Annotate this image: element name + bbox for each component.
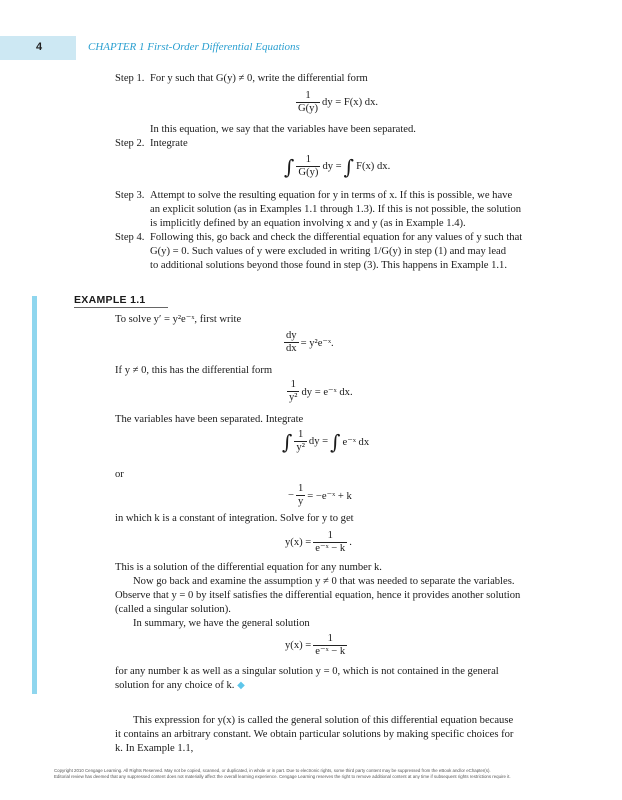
step2-equation (284, 154, 390, 179)
end-of-example-diamond-icon: ◆ (237, 680, 245, 691)
fraction-denominator: dx (286, 343, 297, 354)
example-eq3 (282, 429, 369, 454)
fraction-denominator: G(y) (298, 103, 319, 114)
step1-fraction (296, 90, 320, 115)
fraction-denominator: y (297, 496, 304, 507)
fraction-numerator: 1 (290, 379, 296, 390)
example-if-text: If y ≠ 0, this has the differential form (115, 365, 273, 376)
step1-equation (296, 90, 378, 115)
step3-line3: is implicitly defined by an equation involving x and y (as in Example 1.4). (150, 218, 466, 229)
example-eq1 (284, 330, 334, 355)
fraction-denominator: e⁻ˣ − k (315, 543, 346, 554)
step4-line1: Following this, go back and check the differential equation for any values of y such that (150, 232, 523, 243)
closing-line2: it contains an arbitrary constant. We obtain particular solutions by making specific choices for (115, 729, 514, 740)
equation-lhs: y(x) = (285, 537, 312, 548)
equation-rhs: dy = F(x) dx. (322, 97, 379, 108)
example-eq4 (288, 483, 352, 508)
example-heading-rule (74, 307, 168, 308)
example-final-line1: for any number k as well as a singular solution y = 0, which is not contained in the general (115, 666, 499, 677)
equation-rhs: = −e⁻ˣ + k (307, 490, 352, 502)
step3-line1: Attempt to solve the resulting equation for y in terms of x. If this is possible, we have (150, 190, 513, 201)
integral-sign: ∫ (282, 429, 293, 454)
closing-line1: This expression for y(x) is called the general solution of this differential equation because (133, 715, 514, 726)
eq1-fraction (284, 330, 299, 355)
step4-line3: to additional solutions beyond those found in step (3). This happens in Example 1.1. (150, 260, 508, 271)
fraction-denominator: y² (289, 392, 298, 403)
closing-line3: k. In Example 1.1, (115, 743, 194, 754)
fraction-numerator: 1 (305, 154, 312, 165)
example-separated-text: The variables have been separated. Integrate (115, 414, 304, 425)
example-heading: EXAMPLE 1.1 (74, 294, 146, 306)
example-or: or (115, 469, 124, 480)
step3-label: Step 3. (115, 190, 145, 201)
fraction-numerator: 1 (298, 429, 304, 440)
example-solution-text: This is a solution of the differential equation for any number k. (115, 562, 382, 573)
eq2-fraction (287, 379, 299, 404)
example-summary-text: In summary, we have the general solution (133, 618, 310, 629)
fraction-numerator: 1 (305, 90, 311, 101)
example-final-line2 (115, 679, 245, 693)
step4-line2: G(y) = 0. Such values of y were excluded in writing 1/G(y) in step (1) and may lead (150, 246, 507, 257)
example-para1-line3: (called a singular solution). (115, 604, 231, 615)
eq5-fraction (313, 530, 347, 555)
step2-label: Step 2. (115, 138, 145, 149)
example-eq2 (287, 379, 353, 404)
equation-end: . (349, 537, 352, 548)
equation-lhs: y(x) = (285, 640, 312, 651)
fraction-denominator: G(y) (298, 167, 319, 178)
chapter-title: CHAPTER 1 First-Order Differential Equations (88, 41, 300, 53)
fraction-denominator: e⁻ˣ − k (315, 646, 346, 657)
step1-text: For y such that G(y) ≠ 0, write the differential form (150, 73, 368, 84)
example-para1-line1: Now go back and examine the assumption y ≠ 0 that was needed to separate the variables. (133, 576, 515, 587)
copyright-footer (54, 768, 574, 780)
eq3-fraction (294, 429, 306, 454)
equation-rhs: e⁻ˣ dx (342, 436, 370, 448)
step1-note: In this equation, we say that the variables have been separated. (150, 124, 416, 135)
integral-sign: ∫ (330, 429, 341, 454)
step2-fraction (296, 154, 320, 179)
example-eq5 (285, 530, 352, 555)
example-eq6 (285, 633, 347, 658)
fraction-numerator: 1 (297, 483, 304, 494)
step2-text: Integrate (150, 138, 188, 149)
equation-rhs: = y²e⁻ˣ. (300, 337, 334, 349)
equation-minus: − (288, 490, 294, 501)
page-number: 4 (36, 41, 43, 53)
example-para1-line2: Observe that y = 0 by itself satisfies the differential equation, hence it provides another solution (115, 590, 521, 601)
footer-line1: Copyright 2010 Cengage Learning. All Rights Reserved. May not be copied, scanned, or duplicated, in whole or in part. Due to electronic rights, some third party content may be suppressed from the eBook and/or eChapter(s). (54, 768, 491, 773)
example-sidebar-bar (32, 296, 37, 694)
eq6-fraction (313, 633, 347, 658)
example-intro: To solve y′ = y²e⁻ˣ, first write (115, 314, 242, 325)
final-line2-text: solution for any choice of k. (115, 680, 235, 691)
example-solve-text: in which k is a constant of integration. Solve for y to get (115, 513, 354, 524)
integral-sign: ∫ (343, 154, 355, 179)
equation-mid: dy = (308, 436, 329, 447)
fraction-numerator: 1 (327, 530, 333, 541)
step3-line2: an explicit solution (as in Examples 1.1 through 1.3). If this is not possible, the solution (150, 204, 522, 215)
eq4-fraction (296, 483, 305, 508)
integral-sign: ∫ (284, 154, 295, 179)
step1-label: Step 1. (115, 73, 145, 84)
equation-rhs: dy = e⁻ˣ dx. (301, 386, 353, 398)
equation-rhs: F(x) dx. (356, 161, 391, 172)
fraction-numerator: dy (286, 330, 297, 341)
fraction-numerator: 1 (327, 633, 333, 644)
footer-line2: Editorial review has deemed that any suppressed content does not materially affect the overall learning experience. Cengage Learning reserves the right to remove additional content at any time if subsequent rights restrictions require it. (54, 774, 511, 779)
equation-mid: dy = (322, 161, 342, 172)
fraction-denominator: y² (296, 442, 305, 453)
step4-label: Step 4. (115, 232, 145, 243)
